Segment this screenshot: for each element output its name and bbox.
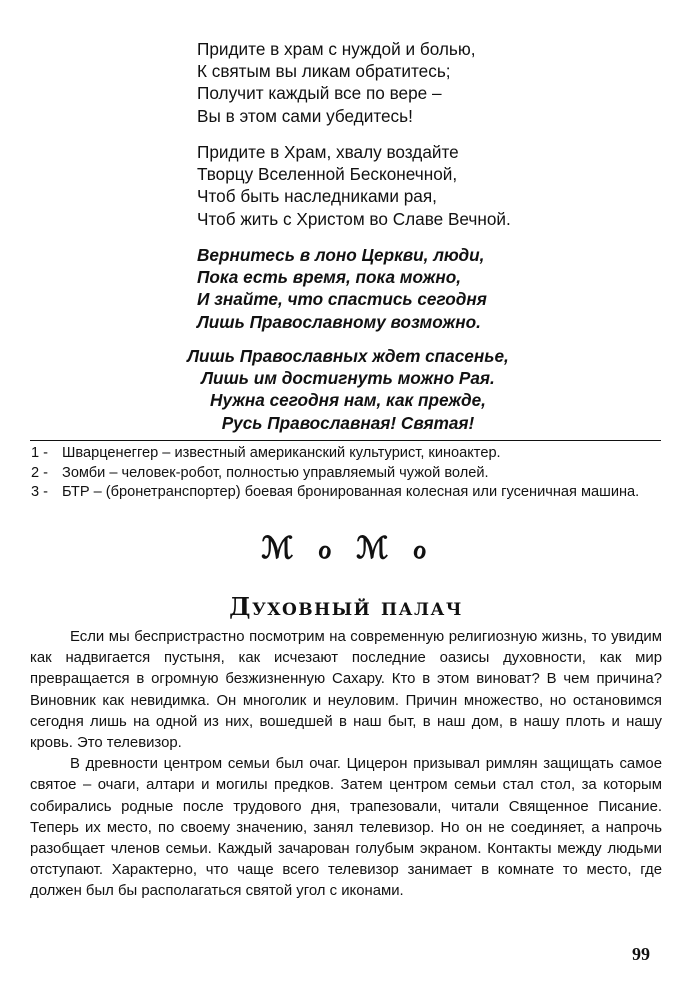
- poem-stanza-3: [197, 244, 487, 333]
- decorative-divider-icon: [0, 531, 692, 567]
- ornament-glyph-icon: ℳ: [261, 531, 298, 566]
- poem-line: Пока есть время, пока можно,: [197, 267, 462, 288]
- footnote: [31, 483, 663, 503]
- poem-line: Придите в Храм, хвалу воздайте: [197, 142, 459, 162]
- poem-line: Вы в этом сами убедитесь!: [197, 105, 413, 126]
- poem-line: Русь Православная! Святая!: [221, 412, 475, 433]
- poem-line: Лишь им достигнуть можно Рая.: [201, 368, 495, 389]
- footnotes: [31, 444, 663, 503]
- footnote: [31, 464, 663, 484]
- poem-line: Чтоб быть наследниками рая,: [197, 186, 437, 207]
- footnote-number: 3 -: [31, 484, 49, 500]
- poem-line: Чтоб жить с Христом во Славе Вечной.: [197, 208, 511, 229]
- footnote-number: 2 -: [31, 464, 49, 481]
- ornament-glyph-icon: ℴ: [412, 531, 431, 566]
- footnote: [31, 444, 663, 464]
- poem-line: Лишь Православных ждет спасенье,: [187, 346, 509, 366]
- poem-line: К святым вы ликам обратитесь;: [197, 61, 451, 82]
- poem-line: Придите в храм с нуждой и болью,: [197, 39, 476, 59]
- paragraph: Если мы беспристрастно посмотрим на современную религиозную жизнь, то увидим как надвигается пустыня, как исчезают последние оазисы духовности, как мир превращается в огромную безжизненную Сахару. Кто в этом виноват? В чем причина? Виновник как невидимка. Он многолик и неуловим. Причин множество, но остановимся сегодня лишь на одной из них, вошедшей в наш быт, в наш дом, в нашу плоть и нашу кровь. Это телевизор.: [30, 629, 662, 752]
- poem-line: Получит каждый все по вере –: [197, 83, 442, 104]
- footnote-text: БТР – (бронетранспортер) боевая бронированная колесная или гусеничная машина.: [62, 484, 640, 500]
- poem-line: Творцу Вселенной Бесконечной,: [197, 164, 458, 185]
- footnote-text: Зомби – человек-робот, полностью управляемый чужой волей.: [62, 464, 489, 481]
- ornament-glyph-icon: ℳ: [356, 531, 393, 566]
- ornament-glyph-icon: ℴ: [317, 531, 336, 566]
- article-body: [30, 627, 662, 903]
- poem-line: И знайте, что спастись сегодня: [197, 289, 487, 310]
- footnote-number: 1 -: [31, 445, 49, 461]
- footnote-text: Шварценеггер – известный американский культурист, киноактер.: [62, 445, 501, 461]
- poem-line: Вернитесь в лоно Церкви, люди,: [197, 245, 485, 265]
- page-number: 99: [632, 944, 650, 964]
- poem-stanza-2: [197, 141, 511, 230]
- poem-line: Нужна сегодня нам, как прежде,: [210, 390, 486, 411]
- paragraph: В древности центром семьи был очаг. Цицерон призывал римлян защищать самое святое – очаги, алтари и могилы предков. Затем центром семьи стал стол, за которым собирались родные после трудового дня, трапезовали, читали Священное Писание. Теперь их место, по своему значению, занял телевизор. Но он не соединяет, а напрочь разобщает членов семьи. Каждый зачарован голубым экраном. Контакты между людьми отступают. Характерно, что чаще всего телевизор занимает в комнате то место, где должен был бы располагаться святой угол с иконами.: [30, 756, 662, 900]
- poem-stanza-1: [197, 38, 476, 127]
- article-title: Духовный палач: [229, 592, 463, 621]
- footnote-divider: [30, 440, 661, 441]
- poem-stanza-4: [0, 345, 692, 434]
- poem-line: Лишь Православному возможно.: [197, 311, 481, 332]
